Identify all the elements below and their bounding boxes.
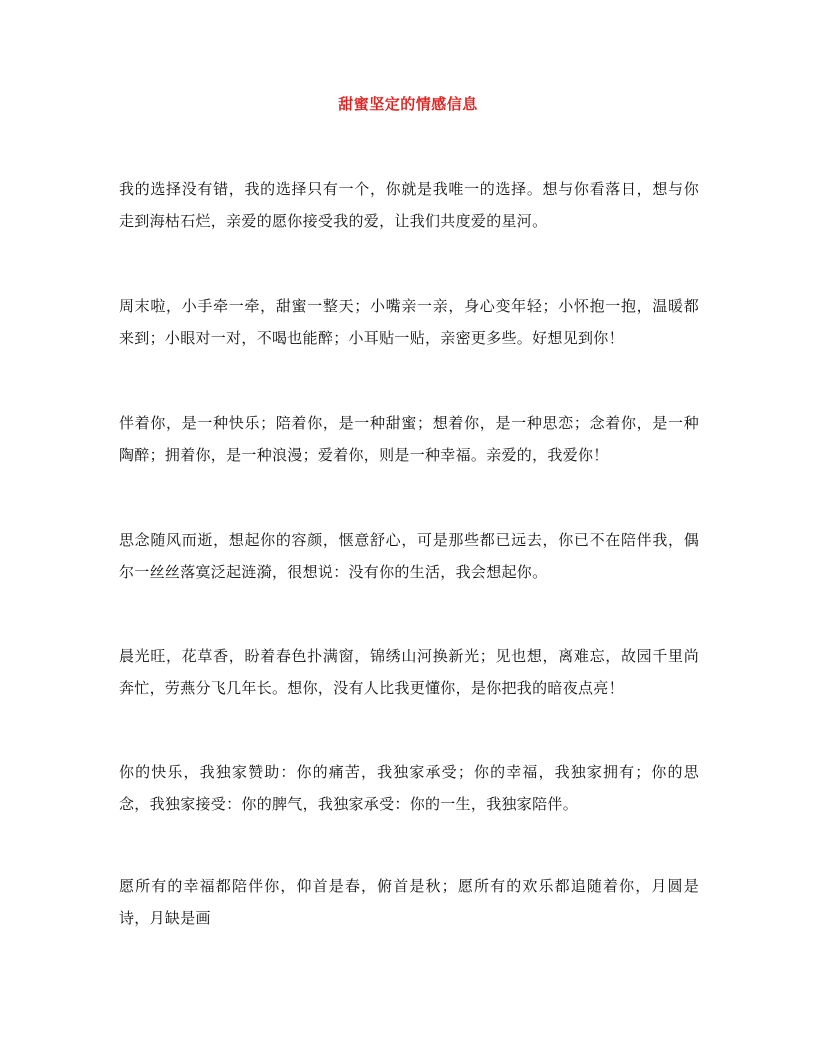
- paragraph: 伴着你，是一种快乐；陪着你，是一种甜蜜；想着你，是一种思恋；念着你，是一种陶醉；拥着你，是一种浪漫；爱着你，则是一种幸福。亲爱的，我爱你！: [119, 414, 699, 464]
- document-title: 甜蜜坚定的情感信息: [338, 95, 478, 113]
- paragraph: 愿所有的幸福都陪伴你，仰首是春，俯首是秋；愿所有的欢乐都追随着你，月圆是诗，月缺是画: [119, 877, 699, 927]
- paragraph: 晨光旺，花草香，盼着春色扑满窗，锦绣山河换新光；见也想，离难忘，故园千里尚奔忙，劳燕分飞几年长。想你，没有人比我更懂你，是你把我的暗夜点亮！: [119, 647, 699, 697]
- paragraph: 你的快乐，我独家赞助：你的痛苦，我独家承受；你的幸福，我独家拥有；你的思念，我独家接受：你的脾气，我独家承受：你的一生，我独家陪伴。: [119, 763, 699, 813]
- paragraph: 我的选择没有错，我的选择只有一个，你就是我唯一的选择。想与你看落日，想与你走到海枯石烂，亲爱的愿你接受我的爱，让我们共度爱的星河。: [119, 180, 699, 230]
- paragraph: 思念随风而逝，想起你的容颜，惬意舒心，可是那些都已远去，你已不在陪伴我，偶尔一丝丝落寞泛起涟漪，很想说：没有你的生活，我会想起你。: [119, 531, 699, 581]
- paragraph: 周末啦，小手牵一牵，甜蜜一整天；小嘴亲一亲，身心变年轻；小怀抱一抱，温暖都来到；小眼对一对，不喝也能醉；小耳贴一贴，亲密更多些。好想见到你！: [119, 297, 699, 347]
